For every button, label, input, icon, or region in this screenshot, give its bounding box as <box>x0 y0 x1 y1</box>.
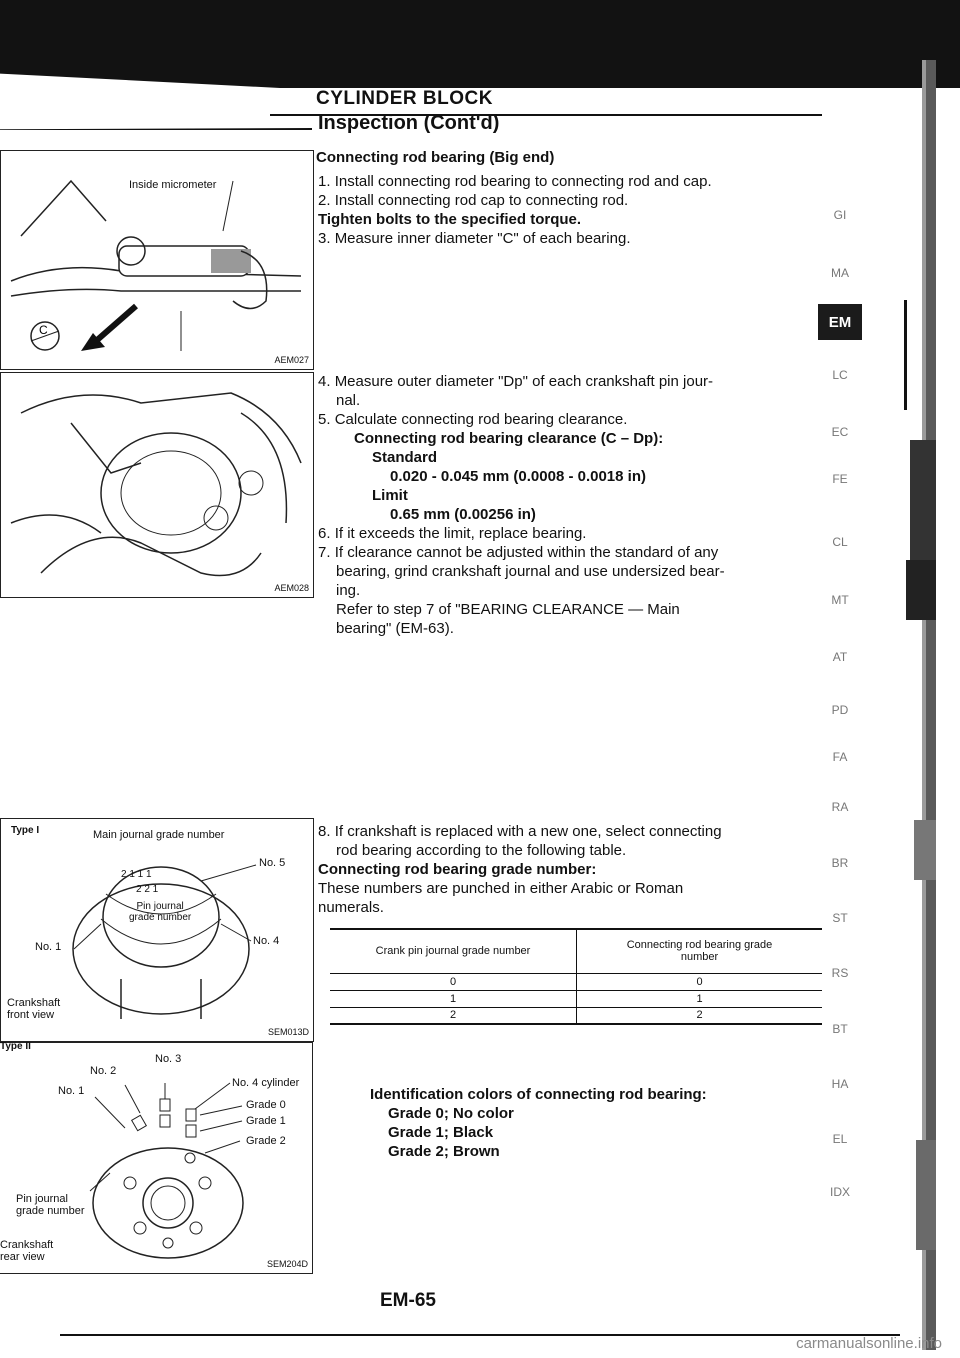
steps-1-3 <box>318 172 818 248</box>
clearance-label: Connecting rod bearing clearance (C – Dp): <box>354 430 664 447</box>
step-1: 1. Install connecting rod bearing to connecting rod and cap. <box>318 173 712 190</box>
grade-col-bearing: Connecting rod bearing grade number <box>626 939 773 964</box>
tab-rs[interactable]: RS <box>831 966 849 980</box>
fig4-no1: No. 1 <box>58 1085 85 1097</box>
table-row: 0 0 <box>330 973 822 990</box>
step-4-line1: 4. Measure outer diameter "Dp" of each crankshaft pin jour- <box>318 373 714 390</box>
grade-col-crank: Crank pin journal grade number <box>330 929 577 973</box>
tab-ec[interactable]: EC <box>831 425 849 439</box>
tab-cl[interactable]: CL <box>832 535 848 549</box>
section-tabs <box>820 0 860 1358</box>
fig3-pin-label: Pin journal grade number <box>129 901 192 923</box>
standard-label: Standard <box>372 449 438 466</box>
figure-code: SEM204D <box>266 1259 308 1269</box>
top-banner <box>0 0 960 88</box>
standard-value: 0.020 - 0.045 mm (0.0008 - 0.0018 in) <box>390 468 646 485</box>
fig3-digits-mid: 2 2 1 <box>136 884 159 895</box>
torque-note: Tighten bolts to the specified torque. <box>318 211 582 228</box>
step-8-line4: numerals. <box>318 899 384 916</box>
scan-edge <box>900 60 936 1350</box>
grade-table-wrap <box>330 928 822 1025</box>
grade-0-color: Grade 0; No color <box>388 1105 514 1122</box>
fig4-type: Type II <box>0 1041 31 1052</box>
figure-crankshaft-measure <box>0 372 314 598</box>
tab-lc[interactable]: LC <box>832 368 848 382</box>
limit-label: Limit <box>372 487 408 504</box>
table-row: 1 1 <box>330 990 822 1007</box>
step-8 <box>318 822 823 917</box>
tab-idx[interactable]: IDX <box>829 1185 850 1199</box>
step-3: 3. Measure inner diameter "C" of each bearing. <box>318 230 631 247</box>
marker-c: C <box>39 323 48 337</box>
tab-em-active[interactable]: EM <box>818 304 862 340</box>
fig4-crank-label: Crankshaft rear view <box>0 1239 54 1263</box>
fig4-grade-1: Grade 1 <box>246 1115 286 1127</box>
tab-ra[interactable]: RA <box>831 800 849 814</box>
subheading: Connecting rod bearing (Big end) <box>316 149 555 166</box>
step-4-line2: nal. <box>336 392 361 409</box>
left-rule <box>0 128 312 130</box>
figure-code: AEM027 <box>274 355 309 365</box>
section-title: CYLINDER BLOCK <box>316 88 493 109</box>
grade-2-color: Grade 2; Brown <box>388 1143 500 1160</box>
fig4-grade-2: Grade 2 <box>246 1135 286 1147</box>
fig4-no3: No. 3 <box>155 1053 182 1065</box>
fig3-no1: No. 1 <box>35 941 62 953</box>
page-number: EM-65 <box>380 1290 436 1311</box>
limit-value: 0.65 mm (0.00256 in) <box>390 506 536 523</box>
watermark: carmanualsonline.info <box>796 1335 942 1352</box>
fig4-no2: No. 2 <box>90 1065 117 1077</box>
fig3-digits-top: 2 1 1 1 <box>121 869 152 880</box>
step-8-line3: These numbers are punched in either Arabic or Roman <box>318 880 684 897</box>
step-8-line2: rod bearing according to the following table. <box>336 842 627 859</box>
steps-4-7 <box>318 372 818 638</box>
figure-type-2 <box>0 1042 313 1274</box>
figure-inside-micrometer <box>0 150 314 370</box>
figure-code: SEM013D <box>267 1027 309 1037</box>
edge-mark <box>904 300 907 410</box>
figure-type-1 <box>0 818 314 1042</box>
grade-1-color: Grade 1; Black <box>388 1124 494 1141</box>
fig3-title: Main journal grade number <box>93 829 225 841</box>
identification-colors <box>370 1085 810 1161</box>
colors-head: Identification colors of connecting rod bearing: <box>370 1086 707 1103</box>
tab-el[interactable]: EL <box>832 1132 848 1146</box>
step-5: 5. Calculate connecting rod bearing clearance. <box>318 411 628 428</box>
step-8-line1: 8. If crankshaft is replaced with a new one, select connecting <box>318 823 722 840</box>
step-6: 6. If it exceeds the limit, replace bearing. <box>318 525 587 542</box>
tab-mt[interactable]: MT <box>831 593 849 607</box>
step-7-line1: 7. If clearance cannot be adjusted within the standard of any <box>318 544 719 561</box>
fig3-no4: No. 4 <box>253 935 280 947</box>
step-7-line4: Refer to step 7 of "BEARING CLEARANCE — Main <box>336 601 680 618</box>
crankshaft-illustration <box>1 373 313 597</box>
bottom-rule <box>60 1334 900 1336</box>
step-2: 2. Install connecting rod cap to connecting rod. <box>318 192 629 209</box>
tab-fe[interactable]: FE <box>832 472 848 486</box>
tab-bt[interactable]: BT <box>832 1022 848 1036</box>
table-row: 2 2 <box>330 1007 822 1024</box>
tab-at[interactable]: AT <box>832 650 848 664</box>
step-7-line2: bearing, grind crankshaft journal and use undersized bear- <box>336 563 725 580</box>
tab-fa[interactable]: FA <box>832 750 848 764</box>
tab-pd[interactable]: PD <box>831 703 849 717</box>
figure-code: AEM028 <box>274 583 309 593</box>
grade-table <box>330 928 822 1025</box>
fig4-pin-label: Pin journal grade number <box>16 1193 85 1217</box>
micrometer-label: Inside micrometer <box>129 179 217 191</box>
tab-ha[interactable]: HA <box>831 1077 849 1091</box>
step-7-line5: bearing" (EM-63). <box>336 620 454 637</box>
tab-gi[interactable]: GI <box>833 208 847 222</box>
fig3-crank-label: Crankshaft front view <box>7 997 61 1021</box>
fig3-no5: No. 5 <box>259 857 286 869</box>
grade-number-head: Connecting rod bearing grade number: <box>318 861 597 878</box>
fig4-no4: No. 4 cylinder <box>232 1077 300 1089</box>
tab-st[interactable]: ST <box>832 911 848 925</box>
step-7-line3: ing. <box>336 582 361 599</box>
fig4-grade-0: Grade 0 <box>246 1099 286 1111</box>
page-heading: Inspection (Cont'd) <box>318 112 500 134</box>
tab-ma[interactable]: MA <box>831 266 849 280</box>
tab-br[interactable]: BR <box>831 856 849 870</box>
fig3-type: Type I <box>11 825 40 836</box>
